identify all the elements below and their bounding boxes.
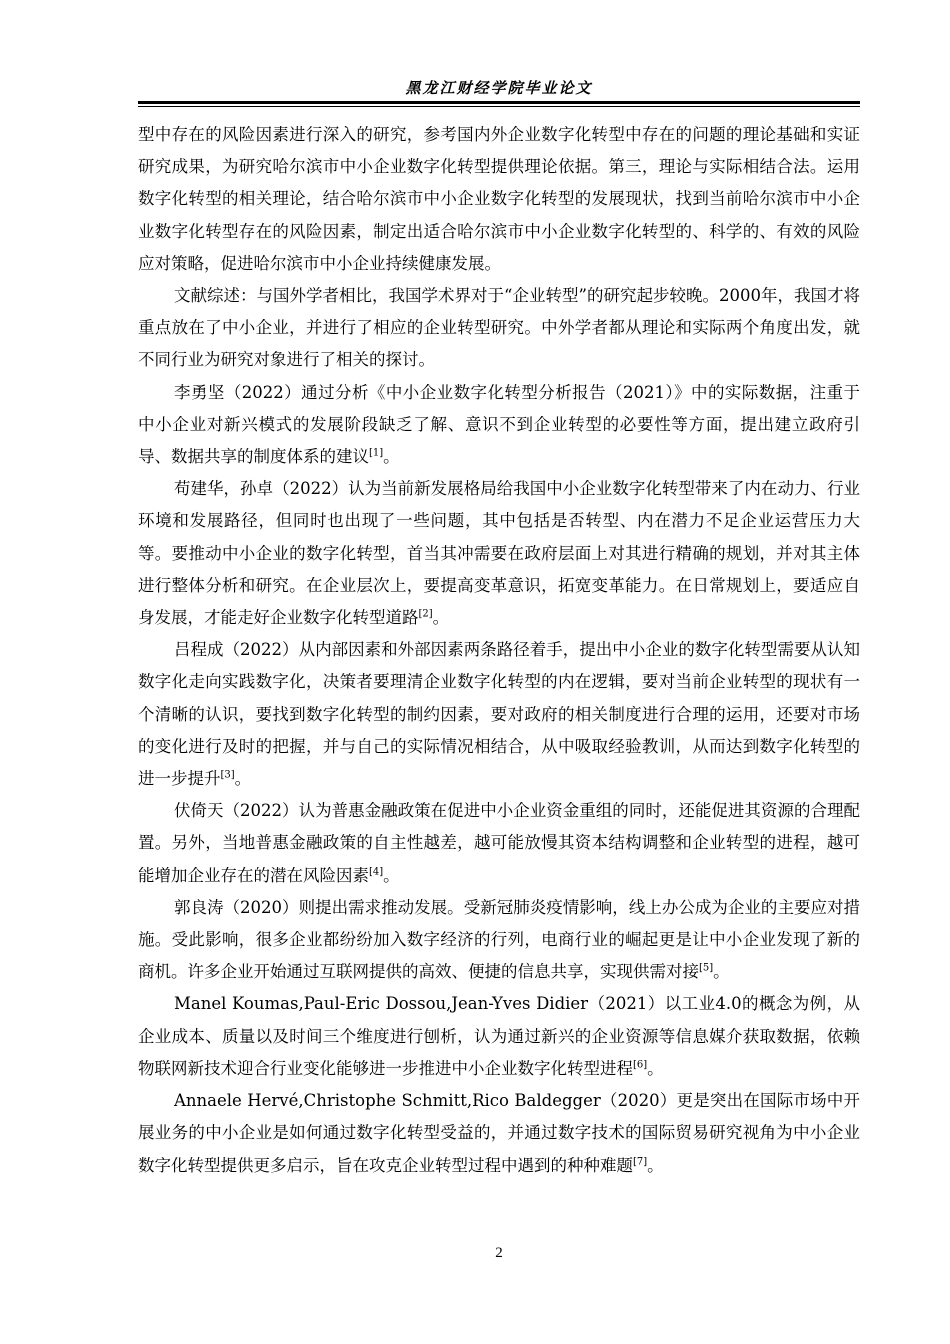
paragraph-text: 伏倚天（2022）认为普惠金融政策在促进中小企业资金重组的同时，还能促进其资源的合理配置。另外，当地普惠金融政策的自主性越差，越可能放慢其资本结构调整和企业转型的进程，越可能增加企业存在的潜在风险因素 [138, 801, 860, 885]
citation-ref: [2] [418, 608, 433, 620]
header-rule-thin [138, 106, 860, 107]
paragraph-lv-chengcheng [138, 634, 860, 795]
citation-ref: [3] [220, 769, 235, 781]
paragraph-methods-continued [138, 119, 860, 280]
paragraph-text: 苟建华，孙卓（2022）认为当前新发展格局给我国中小企业数字化转型带来了内在动力、行业环境和发展路径，但同时也出现了一些问题，其中包括是否转型、内在潜力不足企业运营压力大等。要推动中小企业的数字化转型，首当其冲需要在政府层面上对其进行精确的规划，并对其主体进行整体分析和研究。在企业层次上，要提高变革意识，拓宽变革能力。在日常规划上，要适应自身发展，才能走好企业数字化转型道路 [138, 479, 860, 628]
paragraph-literature-review [138, 280, 860, 377]
page-number: 2 [495, 1245, 503, 1261]
paragraph-guo-liangtao [138, 892, 860, 989]
citation-ref: [7] [633, 1156, 648, 1167]
paragraph-manel-koumas [138, 988, 860, 1085]
paragraph-text: 李勇坚（2022）通过分析《中小企业数字化转型分析报告（2021）》中的实际数据，注重于中小企业对新兴模式的发展阶段缺乏了解、意识不到企业转型的必要性等方面，提出建立政府引导、数据共享的制度体系的建议 [138, 382, 860, 467]
paragraph-annaele-herve [138, 1085, 860, 1182]
paragraph-text: 文献综述：与国外学者相比，我国学术界对于“企业转型”的研究起步较晚。2000年，我国才将重点放在了中小企业，并进行了相应的企业转型研究。中外学者都从理论和实际两个角度出发，就不同行业为研究对象进行了相关的探讨。 [138, 286, 860, 370]
page-header-title: 黑龙江财经学院毕业论文 [405, 79, 593, 97]
paragraph-tail: 。 [383, 865, 400, 885]
paragraph-gou-jianhua [138, 473, 860, 634]
paragraph-text: Annaele Hervé,Christophe Schmitt,Rico Baldegger（2020）更是突出在国际市场中开展业务的中小企业是如何通过数字化转型受益的，并通过数字技术的国际贸易研究视角为中小企业数字化转型提供更多启示，旨在攻克企业转型过程中遇到的种种难题 [138, 1091, 860, 1175]
paragraph-tail: 。 [383, 447, 400, 467]
paragraph-tail: 。 [647, 1058, 664, 1078]
header-rule-thick [138, 101, 860, 104]
citation-ref: [6] [633, 1059, 648, 1071]
paragraph-text: 型中存在的风险因素进行深入的研究，参考国内外企业数字化转型中存在的问题的理论基础和实证研究成果，为研究哈尔滨市中小企业数字化转型提供理论依据。第三，理论与实际相结合法。运用数字化转型的相关理论，结合哈尔滨市中小企业数字化转型的发展现状，找到当前哈尔滨市中小企业数字化转型存在的风险因素，制定出适合哈尔滨市中小企业数字化转型的、科学的、有效的风险应对策略，促进哈尔滨市中小企业持续健康发展。 [138, 125, 860, 273]
citation-ref: [5] [699, 962, 714, 974]
paragraph-li-yongjian [138, 377, 860, 474]
paragraph-text: Manel Koumas,Paul-Eric Dossou,Jean-Yves Didier（2021）以工业4.0的概念为例，从企业成本、质量以及时间三个维度进行刨析，认为通过新兴的企业资源等信息媒介获取数据，依赖物联网新技术迎合行业变化能够进一步推进中小企业数字化转型进程 [138, 994, 860, 1078]
body-text [138, 119, 860, 1182]
citation-ref: [4] [369, 866, 384, 878]
citation-ref: [1] [369, 447, 384, 459]
paragraph-text: 郭良涛（2020）则提出需求推动发展。受新冠肺炎疫情影响，线上办公成为企业的主要应对措施。受此影响，很多企业都纷纷加入数字经济的行列，电商行业的崛起更是让中小企业发现了新的商机。许多企业开始通过互联网提供的高效、便捷的信息共享，实现供需对接 [138, 897, 860, 982]
paragraph-fu-yitian [138, 795, 860, 892]
paragraph-tail: 。 [234, 769, 252, 789]
paragraph-tail: 。 [432, 608, 450, 628]
paragraph-text: 吕程成（2022）从内部因素和外部因素两条路径着手，提出中小企业的数字化转型需要从认知数字化走向实践数字化，决策者要理清企业数字化转型的内在逻辑，要对当前企业转型的现状有一个清晰的认识，要找到数字化转型的制约因素，要对政府的相关制度进行合理的运用，还要对市场的变化进行及时的把握，并与自己的实际情况相结合，从中吸取经验教训，从而达到数字化转型的进一步提升 [138, 640, 860, 789]
paragraph-tail: 。 [647, 1155, 664, 1175]
paragraph-tail: 。 [713, 962, 730, 982]
